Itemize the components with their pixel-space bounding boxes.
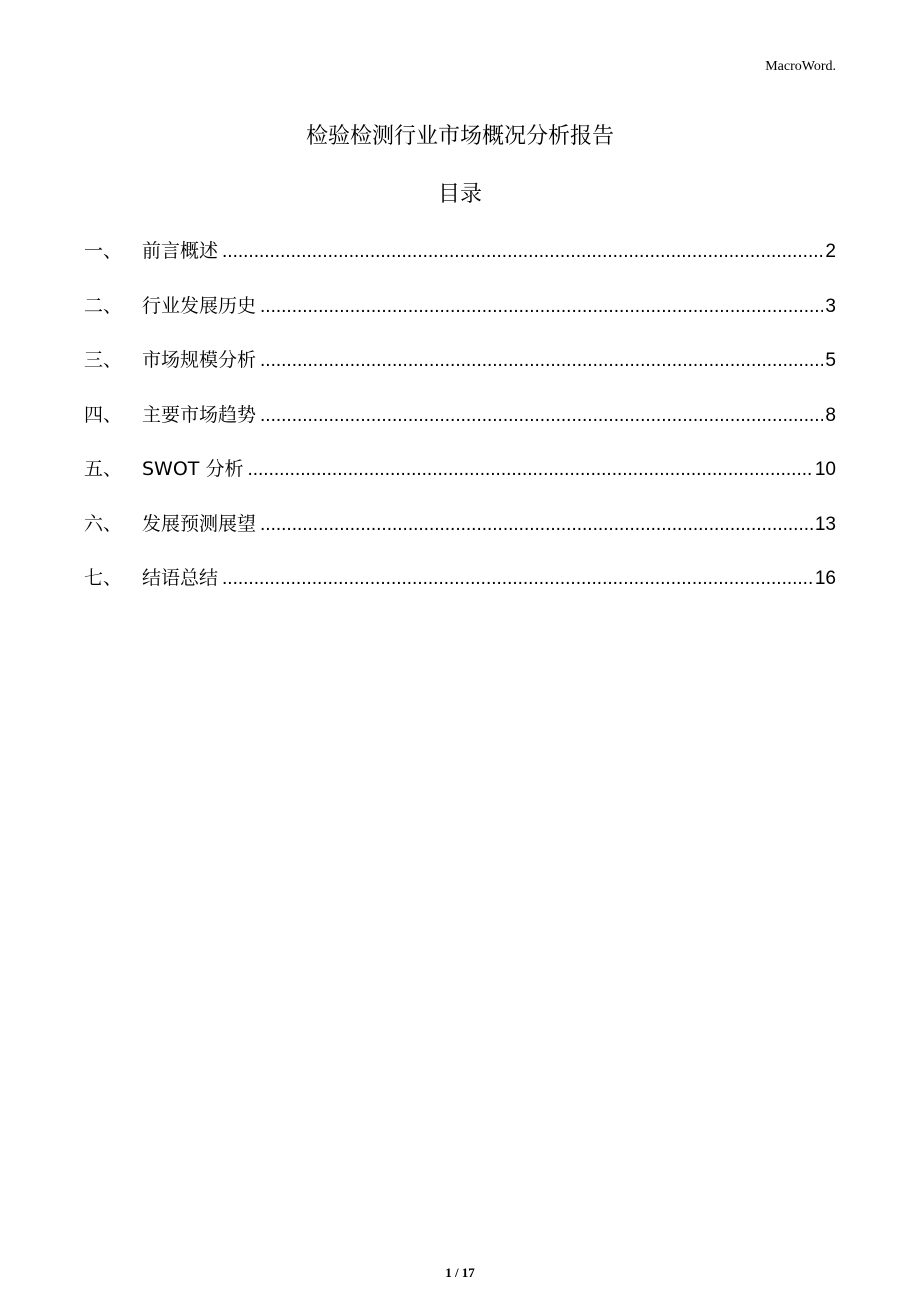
toc-entry-title: 行业发展历史 bbox=[142, 294, 257, 317]
header-brand: MacroWord. bbox=[765, 59, 836, 74]
toc-entry-title: 主要市场趋势 bbox=[142, 403, 257, 426]
document-title: 检验检测行业市场概况分析报告 bbox=[305, 124, 614, 149]
toc-entry-1[interactable] bbox=[84, 236, 836, 291]
toc-dot-leader bbox=[260, 401, 823, 431]
toc-dot-leader bbox=[222, 237, 823, 267]
toc-entry-page: 16 bbox=[814, 568, 836, 589]
toc-entry-page: 2 bbox=[825, 241, 836, 262]
toc-entry-page: 13 bbox=[814, 513, 836, 535]
toc-entry-4[interactable] bbox=[84, 400, 836, 455]
toc-entry-number: 五、 bbox=[84, 458, 123, 480]
toc-dot-leader bbox=[222, 564, 813, 594]
toc-entry-6[interactable] bbox=[84, 509, 836, 564]
toc-entry-title: SWOT 分析 bbox=[142, 458, 244, 480]
toc-entry-2[interactable] bbox=[84, 291, 836, 346]
toc-entry-number: 四、 bbox=[84, 403, 123, 426]
table-of-contents bbox=[84, 236, 836, 618]
toc-entry-number: 一、 bbox=[84, 240, 123, 262]
toc-dot-leader bbox=[247, 455, 812, 485]
page-indicator: 1 / 17 bbox=[445, 1265, 475, 1280]
toc-entry-number: 六、 bbox=[84, 512, 123, 535]
toc-entry-3[interactable] bbox=[84, 345, 836, 400]
toc-entry-number: 七、 bbox=[84, 567, 123, 589]
toc-dot-leader bbox=[260, 292, 823, 322]
toc-heading: 目录 bbox=[437, 182, 482, 207]
toc-dot-leader bbox=[260, 346, 823, 376]
toc-entry-page: 5 bbox=[825, 350, 836, 371]
toc-entry-page: 10 bbox=[814, 459, 836, 480]
toc-entry-title: 前言概述 bbox=[142, 240, 219, 262]
toc-entry-number: 二、 bbox=[84, 294, 123, 317]
toc-entry-page: 8 bbox=[825, 404, 836, 426]
toc-entry-number: 三、 bbox=[84, 349, 123, 371]
toc-dot-leader bbox=[260, 510, 813, 540]
toc-entry-5[interactable] bbox=[84, 454, 836, 509]
toc-entry-page: 3 bbox=[825, 295, 836, 317]
toc-entry-title: 市场规模分析 bbox=[142, 349, 257, 371]
toc-entry-7[interactable] bbox=[84, 563, 836, 618]
toc-entry-title: 结语总结 bbox=[142, 567, 219, 589]
toc-entry-title: 发展预测展望 bbox=[142, 512, 257, 535]
